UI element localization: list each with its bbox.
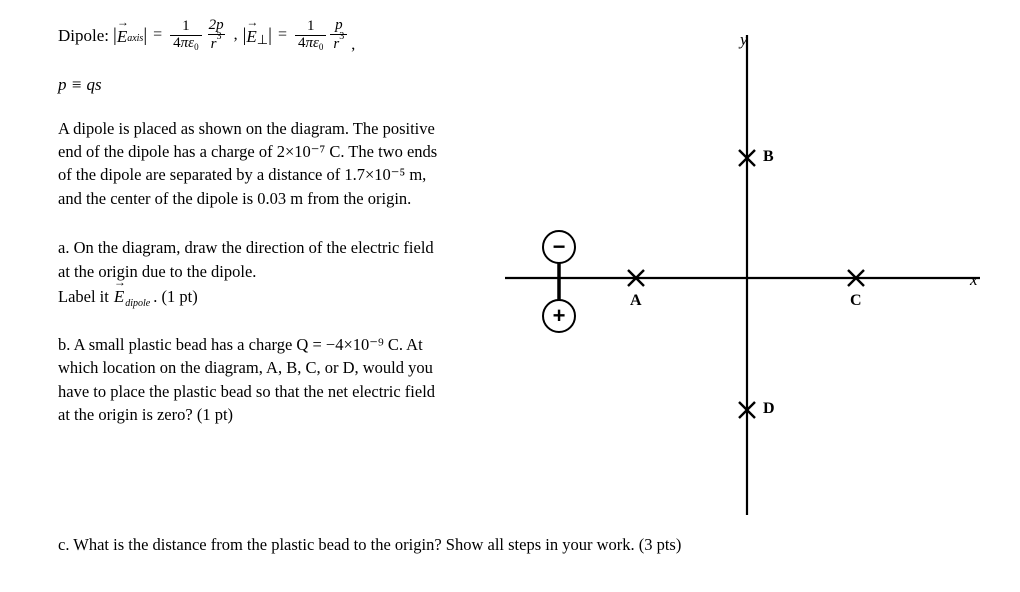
label-it-suffix: . (1 pt) bbox=[153, 287, 198, 307]
coulomb-constant-1 bbox=[170, 19, 201, 52]
const-pi-eps-1: πε bbox=[180, 34, 195, 51]
question-a-text: a. On the diagram, draw the direction of the electric field at the origin due to the dipole. bbox=[58, 238, 434, 281]
dipole-negative-charge: − bbox=[542, 230, 576, 264]
dipole-positive-charge: + bbox=[542, 299, 576, 333]
e-axis-symbol: → E bbox=[117, 26, 127, 45]
equals-sign-1: = bbox=[153, 26, 163, 44]
axis-r: r bbox=[210, 35, 217, 52]
e-axis-subscript: axis bbox=[127, 33, 144, 45]
e-perp-subscript: ⊥ bbox=[256, 31, 269, 47]
e-dipole-symbol: → E bbox=[114, 285, 124, 307]
perp-exp: 3 bbox=[339, 30, 345, 42]
problem-text-column bbox=[58, 18, 458, 427]
perp-numerator: p bbox=[335, 17, 343, 33]
const-denominator-1 bbox=[170, 35, 201, 52]
x-axis-label: x bbox=[970, 270, 978, 289]
formula-comma: , bbox=[233, 26, 238, 44]
axis-numerator: 2p bbox=[208, 17, 224, 33]
equals-sign-2: = bbox=[277, 26, 287, 44]
question-c-text: c. What is the distance from the plastic bead to the origin? Show all steps in your work. (3 pts) bbox=[58, 535, 682, 554]
diagram-svg bbox=[460, 10, 1020, 530]
const-four-1: 4 bbox=[173, 34, 181, 51]
const-four-2: 4 bbox=[297, 34, 306, 51]
axis-field-magnitude: | → E axis | bbox=[113, 26, 147, 45]
question-b-text: b. A small plastic bead has a charge Q = −4×10⁻⁹ C. At which location on the diagram, A, B, C, or D, would you have to place the plastic bead so that the net electric field at the origin is zero? (1 pt) bbox=[58, 335, 436, 425]
dipole-moment-definition: p ≡ qs bbox=[58, 74, 102, 94]
e-dipole-subscript: dipole bbox=[125, 298, 151, 310]
coulomb-constant-2 bbox=[295, 19, 326, 52]
point-label-d: D bbox=[763, 400, 775, 417]
coordinate-diagram bbox=[460, 10, 1020, 530]
const-zero-1: 0 bbox=[194, 41, 199, 52]
formula-trailing-comma: , bbox=[351, 36, 356, 54]
const-pi-eps-2: πε bbox=[305, 34, 319, 51]
const-numerator-1: 1 bbox=[182, 18, 190, 34]
question-a-label-line bbox=[58, 285, 458, 310]
axis-fraction bbox=[206, 18, 227, 53]
perp-fraction bbox=[330, 18, 347, 53]
point-label-a: A bbox=[630, 292, 642, 309]
y-axis-label: y bbox=[740, 30, 748, 49]
formula-prefix-label: Dipole: bbox=[58, 25, 109, 45]
dipole-formula bbox=[58, 18, 458, 53]
perp-r: r bbox=[333, 35, 340, 52]
intro-paragraph: A dipole is placed as shown on the diagram. The positive end of the dipole has a charge of 2×10⁻⁷ C. The two ends of the dipole are separated by a distance of 1.7×10⁻⁵ m, and the center of the dipole is 0.03 m from the origin. bbox=[58, 118, 438, 208]
const-numerator-2: 1 bbox=[306, 18, 315, 34]
perp-field-magnitude: | → E ⊥ | bbox=[243, 26, 272, 45]
point-label-c: C bbox=[850, 292, 862, 309]
perp-denominator bbox=[330, 30, 347, 53]
axis-exp: 3 bbox=[216, 30, 222, 42]
e-perp-symbol: → E bbox=[246, 26, 256, 45]
const-zero-2: 0 bbox=[318, 41, 324, 52]
label-it-prefix: Label it bbox=[58, 287, 109, 307]
const-denominator-2 bbox=[295, 35, 326, 52]
axis-denominator bbox=[208, 30, 225, 53]
point-label-b: B bbox=[763, 148, 774, 165]
